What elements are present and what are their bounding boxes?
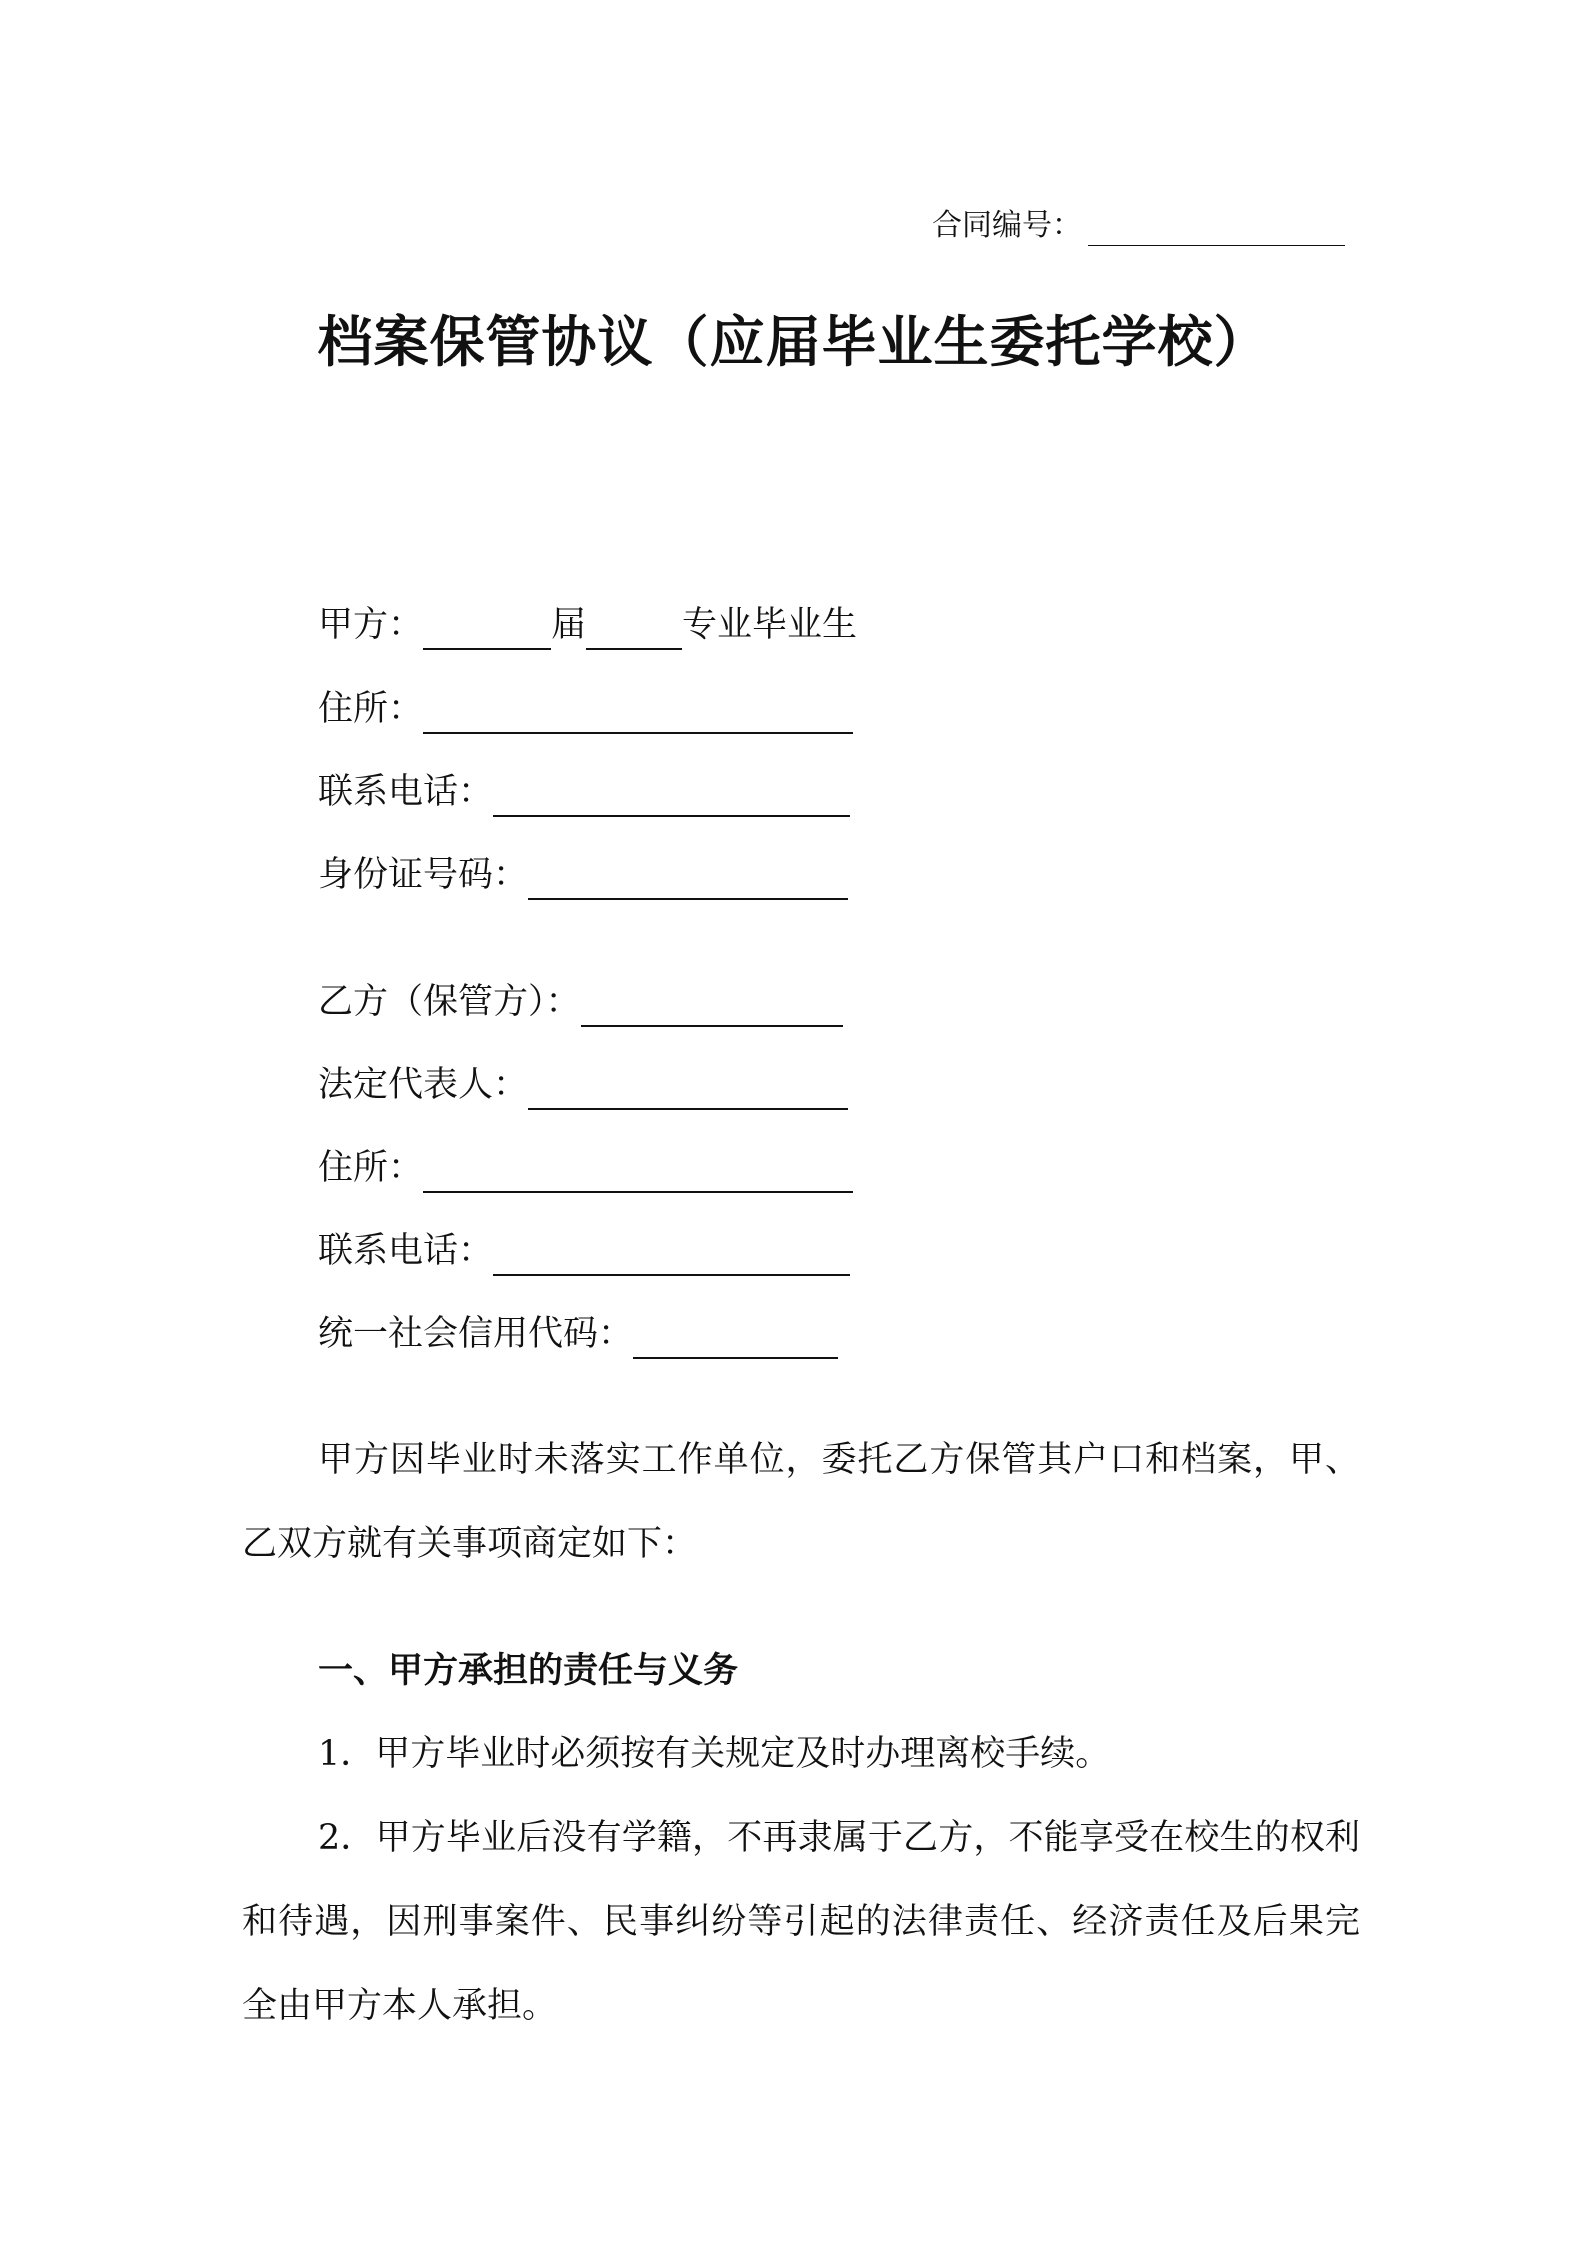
party-a-phone-label: 联系电话： [318, 772, 494, 812]
party-b-phone-line [318, 1226, 850, 1276]
party-a-line [318, 600, 857, 650]
party-b-credit-code-line [318, 1309, 838, 1359]
party-a-id-blank[interactable] [528, 862, 848, 900]
intro-paragraph: 甲方因毕业时未落实工作单位，委托乙方保管其户口和档案，甲、乙双方就有关事项商定如下： [242, 1440, 1360, 1564]
party-b-phone-label: 联系电话： [318, 1231, 494, 1271]
contract-number [932, 206, 1345, 246]
party-b-address-line [318, 1143, 853, 1193]
section-1-heading: 一、甲方承担的责任与义务 [318, 1650, 739, 1691]
contract-number-label: 合同编号： [932, 208, 1082, 243]
document-title: 档案保管协议（应届毕业生委托学校） [317, 309, 1270, 374]
party-a-session-blank[interactable] [423, 612, 551, 650]
party-b-address-label: 住所： [318, 1148, 424, 1188]
party-a-phone-line [318, 767, 850, 817]
party-b-line [318, 977, 843, 1027]
party-a-id-line [318, 850, 848, 900]
party-a-address-label: 住所： [318, 689, 424, 729]
section-1-item-1: 1．甲方毕业时必须按有关规定及时办理离校手续。 [318, 1734, 1111, 1774]
party-b-credit-code-label: 统一社会信用代码： [318, 1314, 634, 1354]
party-b-name-blank[interactable] [581, 989, 843, 1027]
party-a-session-suffix: 届 [551, 605, 587, 645]
section-1-item-2: 2．甲方毕业后没有学籍，不再隶属于乙方，不能享受在校生的权利和待遇，因刑事案件、民事纠纷等引起的法律责任、经济责任及后果完全由甲方本人承担。 [242, 1818, 1360, 2026]
party-b-rep-line [318, 1060, 848, 1110]
party-a-major-blank[interactable] [586, 612, 682, 650]
party-a-phone-blank[interactable] [493, 779, 850, 817]
contract-number-blank[interactable] [1088, 213, 1345, 246]
party-b-label: 乙方（保管方）： [318, 982, 581, 1022]
party-b-credit-code-blank[interactable] [633, 1321, 838, 1359]
party-b-rep-blank[interactable] [528, 1072, 848, 1110]
party-b-address-blank[interactable] [423, 1155, 853, 1193]
party-a-address-blank[interactable] [423, 696, 853, 734]
party-b-phone-blank[interactable] [493, 1238, 850, 1276]
party-a-id-label: 身份证号码： [318, 855, 529, 895]
party-b-rep-label: 法定代表人： [318, 1065, 529, 1105]
party-a-major-suffix: 专业毕业生 [682, 605, 858, 645]
party-a-label: 甲方： [318, 605, 424, 645]
party-a-address-line [318, 684, 853, 734]
